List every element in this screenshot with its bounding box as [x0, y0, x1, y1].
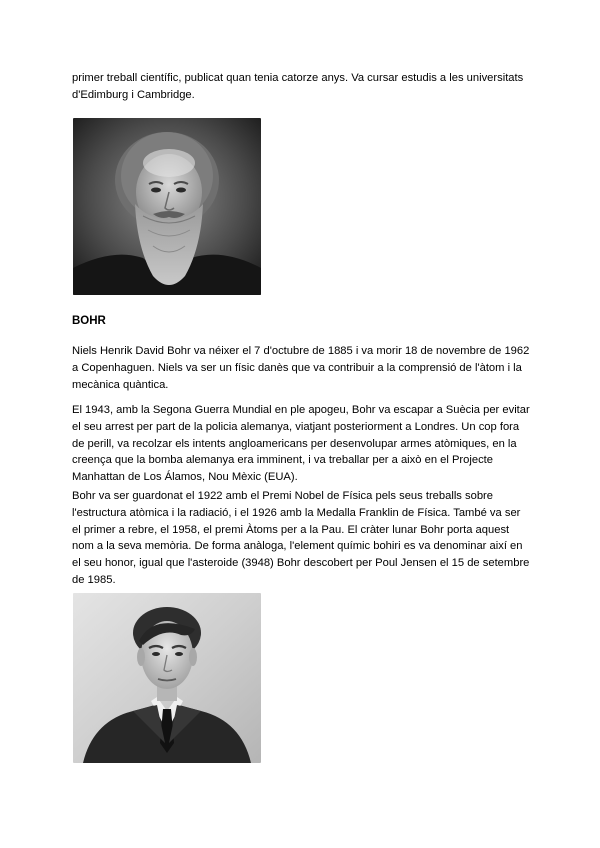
bearded-man-portrait-photo [73, 118, 261, 295]
paragraph-bohr-war: El 1943, amb la Segona Guerra Mundial en ple apogeu, Bohr va escapar a Suècia per evitar el seu arrest per part de la policia alemanya, viatjant posteriorment a Londres. Un cop fora de perill, va recolzar els intents angloamericans per desenvolupar armes atòmiques, en la creença que la bomba alemanya era imminent, i va treballar per a això en el Projecte Manhattan de Los Álamos, Nou Mèxic (EUA). [72, 404, 530, 484]
young-man-suit-portrait-photo [73, 593, 261, 763]
section-heading: BOHR [72, 315, 106, 327]
intro-paragraph: primer treball científic, publicat quan tenia catorze anys. Va cursar estudis a les universitats d'Edimburg i Cambridge. [72, 72, 524, 101]
paragraph-bohr-awards: Bohr va ser guardonat el 1922 amb el Premi Nobel de Física pels seus treballs sobre l'estructura atòmica i la radiació, i el 1926 amb la Medalla Franklin de Física. També va ser el primer a rebre, el 1958, el premi Àtoms per a la Pau. El cràter lunar Bohr porta aquest nom a la seva memòria. De forma anàloga, l'element químic bohiri es va denominar així en el seu honor, igual que l'asteroide (3948) Bohr descobert per Poul Jensen el 15 de setembre de 1985. [72, 490, 530, 586]
paragraph-bohr-biography: Niels Henrik David Bohr va néixer el 7 d'octubre de 1885 i va morir 18 de novembre de 1962 a Copenhaguen. Niels va ser un físic danès que va contribuir a la comprensió de l'àtom i la mecànica quàntica. [72, 345, 530, 391]
